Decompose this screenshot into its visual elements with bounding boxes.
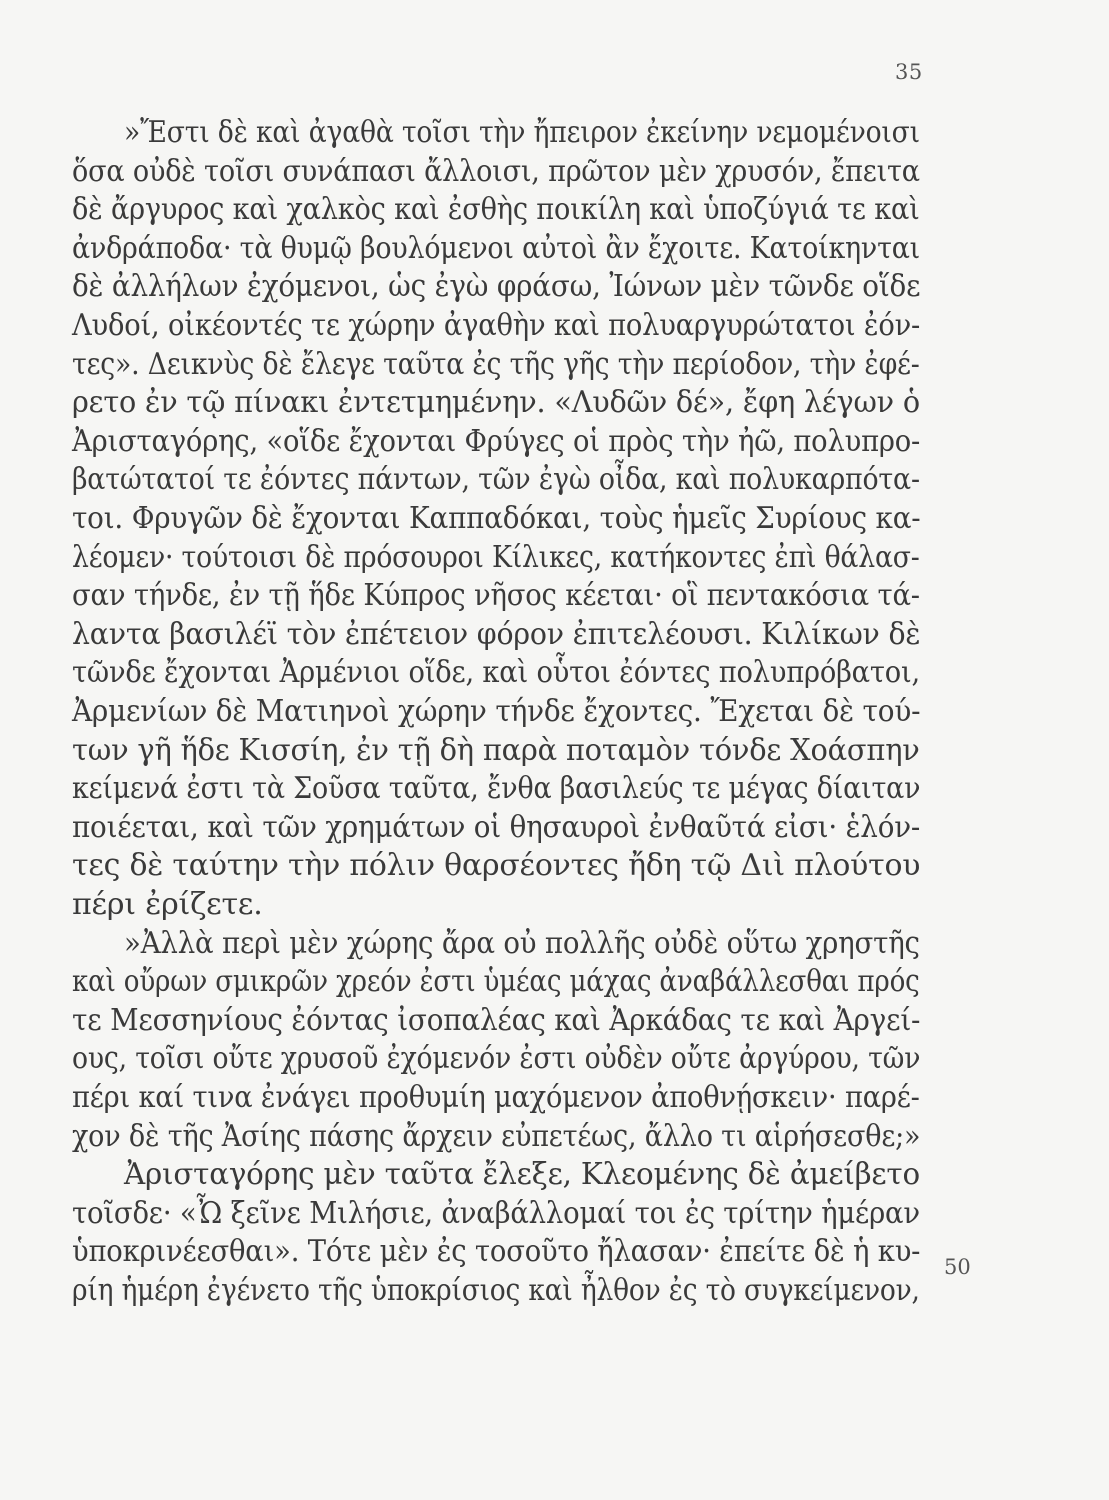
page-number: 35: [895, 60, 923, 84]
text-line: τες δὲ ταύτην τὴν πόλιν θαρσέοντες ἤδη τῷ Διὶ πλούτου: [72, 848, 921, 884]
text-line: βατώτατοί τε ἐόντες πάντων, τῶν ἐγὼ οἶδα, καὶ πολυκαρπότα-: [72, 462, 920, 498]
text-line: πέρι καί τινα ἐνάγει προθυμίη μαχόμενον ἀποθνῄσκειν· παρέ-: [72, 1080, 920, 1115]
text-line: Ἀρισταγόρης, «οἵδε ἔχονται Φρύγες οἱ πρὸς τὴν ἠῶ, πολυπρο-: [72, 423, 921, 459]
text-line: τες». Δεικνὺς δὲ ἔλεγε ταῦτα ἐς τῆς γῆς τὴν περίοδον, τὴν ἐφέ-: [72, 346, 920, 382]
text-line: τε Μεσσηνίους ἐόντας ἰσοπαλέας καὶ Ἀρκάδας τε καὶ Ἀργεί-: [72, 1002, 921, 1038]
text-line: τοῖσδε· «Ὦ ξεῖνε Μιλήσιε, ἀναβάλλομαί τοι ἐς τρίτην ἡμέραν: [72, 1195, 920, 1231]
text-line: κείμενά ἐστι τὰ Σοῦσα ταῦτα, ἔνθα βασιλεύς τε μέγας δίαιταν: [72, 771, 921, 807]
text-line: Λυδοί, οἰκέοντές τε χώρην ἀγαθὴν καὶ πολυαργυρώτατοι ἐόν-: [72, 308, 921, 343]
text-line: ἀνδράποδα· τὰ θυμῷ βουλόμενοι αὐτοὶ ἂν ἔχοιτε. Κατοίκηνται: [72, 230, 921, 266]
text-line: ρετο ἐν τῷ πίνακι ἐντετμημένην. «Λυδῶν δέ», ἔφη λέγων ὁ: [72, 385, 920, 421]
text-line: καὶ οὔρων σμικρῶν χρεόν ἐστι ὑμέας μάχας ἀναβάλλεσθαι πρός: [72, 964, 920, 1000]
text-line: »Ἀλλὰ περὶ μὲν χώρης ἄρα οὐ πολλῆς οὐδὲ οὕτω χρηστῆς: [124, 925, 920, 961]
text-line: σαν τήνδε, ἐν τῇ ἥδε Κύπρος νῆσος κέεται· οἳ πεντακόσια τά-: [72, 578, 920, 614]
text-line: των γῆ ἥδε Κισσίη, ἐν τῇ δὴ παρὰ ποταμὸν τόνδε Χοάσπην: [72, 732, 920, 768]
text-line: πέρι ἐρίζετε.: [72, 887, 263, 922]
text-line: τοι. Φρυγῶν δὲ ἔχονται Καππαδόκαι, τοὺς ἡμεῖς Συρίους κα-: [72, 501, 921, 536]
text-line: ὅσα οὐδὲ τοῖσι συνάπασι ἄλλοισι, πρῶτον μὲν χρυσόν, ἔπειτα: [72, 153, 920, 189]
text-line: λέομεν· τούτοισι δὲ πρόσουροι Κίλικες, κατήκοντες ἐπὶ θάλασ-: [72, 539, 920, 575]
margin-line-number: 50: [944, 1255, 971, 1279]
text-line: ὑποκρινέεσθαι». Τότε μὲν ἐς τοσοῦτο ἤλασαν· ἐπείτε δὲ ἡ κυ-: [72, 1234, 921, 1270]
text-line: Ἀρισταγόρης μὲν ταῦτα ἔλεξε, Κλεομένης δὲ ἀμείβετο: [124, 1157, 920, 1193]
text-line: ους, τοῖσι οὔτε χρυσοῦ ἐχόμενόν ἐστι οὐδὲν οὔτε ἀργύρου, τῶν: [72, 1041, 921, 1077]
text-line: »Ἔστι δὲ καὶ ἀγαθὰ τοῖσι τὴν ἤπειρον ἐκείνην νεμομένοισι: [124, 115, 920, 150]
text-line: ποιέεται, καὶ τῶν χρημάτων οἱ θησαυροὶ ἐνθαῦτά εἰσι· ἑλόν-: [72, 809, 921, 845]
text-line: χον δὲ τῆς Ἀσίης πάσης ἄρχειν εὐπετέως, ἄλλο τι αἱρήσεσθε;»: [72, 1118, 921, 1154]
text-line: δὲ ἄργυρος καὶ χαλκὸς καὶ ἐσθὴς ποικίλη καὶ ὑποζύγιά τε καὶ: [72, 192, 920, 228]
text-line: δὲ ἀλλήλων ἐχόμενοι, ὡς ἐγὼ φράσω, Ἰώνων μὲν τῶνδε οἵδε: [72, 269, 921, 305]
text-line: τῶνδε ἔχονται Ἀρμένιοι οἵδε, καὶ οὗτοι ἐόντες πολυπρόβατοι,: [72, 655, 921, 691]
text-line: ρίη ἡμέρη ἐγένετο τῆς ὑποκρίσιος καὶ ἦλθον ἐς τὸ συγκείμενον,: [72, 1273, 920, 1308]
text-line: λαντα βασιλέϊ τὸν ἐπέτειον φόρον ἐπιτελέουσι. Κιλίκων δὲ: [72, 616, 921, 652]
text-line: Ἀρμενίων δὲ Ματιηνοὶ χώρην τήνδε ἔχοντες. Ἔχεται δὲ τού-: [72, 694, 921, 729]
